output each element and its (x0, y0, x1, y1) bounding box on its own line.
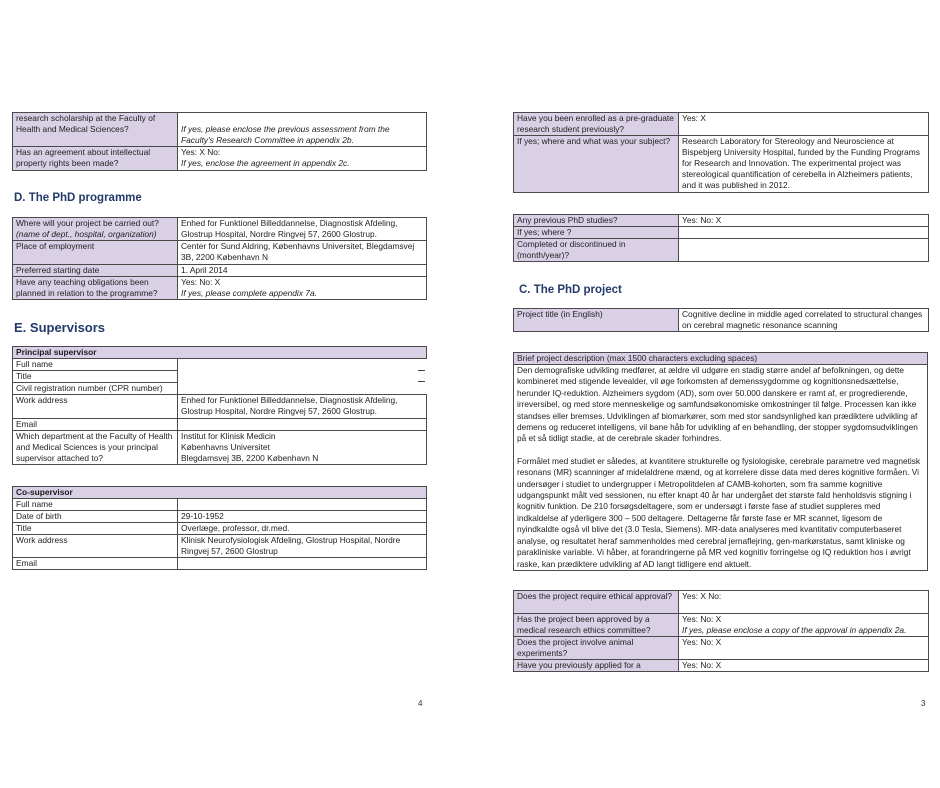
answer-cell (178, 419, 427, 431)
table-row (13, 277, 427, 300)
answer-cell: Yes: X No: (679, 591, 929, 614)
table-heading: Principal supervisor (13, 347, 427, 359)
answer-cell: Yes: No: X (679, 660, 929, 672)
answer-cell: Yes: No: X (679, 637, 929, 660)
question-cell: Completed or discontinued in (month/year)? (514, 239, 679, 262)
answer-cell: 29-10-1952 (178, 511, 427, 523)
question-cell: Have you previously applied for a (514, 660, 679, 672)
table-row (13, 499, 427, 511)
instruction-note: If yes, enclose the agreement in appendix 2c. (181, 158, 350, 168)
table-row (13, 359, 427, 371)
answer-line: Institut for Klinisk Medicin (181, 431, 276, 441)
answer-cell (178, 147, 427, 171)
question-note: (name of dept., hospital, organization) (16, 229, 157, 239)
question-cell: Full name (13, 359, 178, 371)
answer-cell (178, 113, 427, 147)
question-cell: Date of birth (13, 511, 178, 523)
question-cell: Work address (13, 395, 178, 419)
question-cell (13, 218, 178, 241)
question-cell: Has the project been approved by a medical research ethics committee? (514, 614, 679, 637)
answer-cell: Research Laboratory for Stereology and Neuroscience at Bispebjerg University Hospital, funded by the Funding Programs for Research and Innovation. The experimental project was stereological quantification of cerebella in Alzheimers patients, and it was published in 2012. (679, 136, 929, 193)
answer-cell: Enhed for Funktionel Billeddannelse, Diagnostisk Afdeling, Glostrup Hospital, Nordre Ringvej 57, 2600 Glostrup. (178, 218, 427, 241)
answer-cell (178, 277, 427, 300)
question-cell: Full name (13, 499, 178, 511)
question-cell: Work address (13, 535, 178, 558)
table-row (13, 431, 427, 465)
answer-cell: Enhed for Funktionel Billeddannelse, Diagnostisk Afdeling, Glostrup Hospital, Nordre Ringvej 57, 2600 Glostrup. (178, 395, 427, 419)
table-row (514, 136, 929, 193)
question-cell: Place of employment (13, 241, 178, 265)
answer-cell (178, 431, 427, 465)
section-e-title: E. Supervisors (14, 320, 106, 335)
table-row (514, 353, 928, 365)
question-cell: Any previous PhD studies? (514, 215, 679, 227)
table-row (514, 113, 929, 136)
table-heading: Brief project description (max 1500 characters excluding spaces) (514, 353, 928, 365)
table-row (13, 347, 427, 359)
question-cell: Has an agreement about intellectual property rights been made? (13, 147, 178, 171)
table-row (13, 535, 427, 558)
section-d-title: D. The PhD programme (14, 192, 142, 204)
question-cell: If yes; where ? (514, 227, 679, 239)
answer-line: Blegdamsvej 3B, 2200 København N (181, 453, 319, 463)
table-row (13, 487, 427, 499)
answer-cell (178, 359, 427, 395)
table-row (514, 591, 929, 614)
answer-text: Yes: No: X (682, 614, 722, 624)
table-row (13, 395, 427, 419)
right-page (470, 0, 940, 788)
answer-cell: Yes: No: X (679, 215, 929, 227)
table-row (13, 147, 427, 171)
table-row (13, 419, 427, 431)
table-row (13, 218, 427, 241)
project-title-table (513, 308, 929, 332)
answer-cell: Center for Sund Aldring, Københavns Universitet, Blegdamsvej 3B, 2200 København N (178, 241, 427, 265)
answer-cell (679, 614, 929, 637)
answer-cell: Yes: X (679, 113, 929, 136)
table-row (514, 660, 929, 672)
question-cell: Which department at the Faculty of Health and Medical Sciences is your principal supervisor attached to? (13, 431, 178, 465)
table-row (13, 265, 427, 277)
section-c-title: C. The PhD project (519, 284, 622, 296)
question-cell: Have any teaching obligations been planned in relation to the programme? (13, 277, 178, 300)
description-cell (514, 365, 928, 571)
table-row (13, 558, 427, 570)
previous-phd-table (513, 214, 929, 262)
table-row (13, 523, 427, 535)
answer-text: Yes: No: X (181, 277, 221, 287)
co-supervisor-table (12, 486, 427, 570)
table-row (13, 241, 427, 265)
table-row (514, 365, 928, 571)
description-paragraph: Den demografiske udvikling medfører, at ældre vil udgøre en stadig større andel af befolkningen, og dette kombineret med stigende levealder, vil øge forkomsten af demenssygdomme og kognitionsnedsættelse, herunder IQ-reduktion. Alzheimers sygdom (AD), som over 50.000 danskere er ramt af, er progredierende, irreversibel, og med store menneskelige og samfundsøkonomiske omkostninger til følge. Processen kan ikke standses eller bremses. Udviklingen af biomarkører, som med stor sandsynlighed kan prædiktere udvikling af demens og reduceret intelligens, vil bane håb for udvikling af en behandling, der stopper sygdomsudviklingen på et så tidligt stadie, at de cerebrale skader forhindres. (517, 365, 918, 444)
instruction-note: If yes, please enclose a copy of the approval in appendix 2a. (682, 625, 907, 635)
question-cell: Title (13, 371, 178, 383)
instruction-note: If yes, please complete appendix 7a. (181, 288, 317, 298)
page-number: 4 (418, 699, 423, 708)
table-row (514, 309, 929, 332)
cell-divider-mark (418, 370, 425, 371)
instruction-note: If yes, please enclose the previous assessment from the Faculty's Research Committee in appendix 2b. (181, 124, 390, 145)
project-description-table (513, 352, 928, 571)
table-row (514, 614, 929, 637)
question-cell: If yes; where and what was your subject? (514, 136, 679, 193)
ethics-table (513, 590, 929, 672)
answer-cell (178, 499, 427, 511)
answer-cell (679, 239, 929, 262)
description-paragraph: Formålet med studiet er således, at kvantitere strukturelle og fysiologiske, cerebrale parametre ved magnetisk resonans (MR) scanninger af midelaldrene mænd, og at korrelere disse data med deres kognitive formåen. Vi undersøger i studiet to undergrupper i Metropolitdelen af CAMB-kohorten, som fra samme kognitive udgangspunkt målt ved sessionen, nu efter knapt 40 år har undergået det største fald henholdsvis stigning i kognitiv funktion. De 210 forsøgsdeltagere, som er undersøgt i første fase af studiet suppleres med indkaldelse af yderligere 300 – 500 deltagere. Deltagerne får første fase er MR scannet, ligesom de nyindkaldte også vil blive det (3.0 Tesla, Siemens). MR-data analyseres med kvantitativ computerbaseret analyse, og resultatet heraf sammenholdes med cerebral jernaflejring, gen-markørstatus, samt kliniske og parakliniske variable. Vi håber, at forandringerne på MR ved kognitiv forringelse og IQ reduktion hos i øvrigt raske, kan prædiktere udvikling af AD langt tidligere end aktuelt. (517, 455, 921, 569)
table-row (514, 637, 929, 660)
question-cell: Civil registration number (CPR number) (13, 383, 178, 395)
scholarship-table (12, 112, 427, 171)
table-row (514, 215, 929, 227)
question-cell: Project title (in English) (514, 309, 679, 332)
question-cell: Does the project require ethical approval? (514, 591, 679, 614)
answer-cell (178, 558, 427, 570)
answer-cell: 1. April 2014 (178, 265, 427, 277)
table-row (13, 511, 427, 523)
enrolment-table (513, 112, 929, 193)
table-row (514, 239, 929, 262)
principal-supervisor-table (12, 346, 427, 465)
question-cell: research scholarship at the Faculty of Health and Medical Sciences? (13, 113, 178, 147)
answer-line: Københavns Universitet (181, 442, 270, 452)
answer-cell: Cognitive decline in middle aged correlated to structural changes on cerebral magnetic resonance scanning (679, 309, 929, 332)
question-cell: Email (13, 558, 178, 570)
question-cell: Have you been enrolled as a pre-graduate research student previously? (514, 113, 679, 136)
answer-cell (679, 227, 929, 239)
table-row (13, 113, 427, 147)
table-row (514, 227, 929, 239)
table-heading: Co-supervisor (13, 487, 427, 499)
question-text: Where will your project be carried out? (16, 218, 159, 228)
phd-programme-table (12, 217, 427, 300)
cell-divider-mark (418, 381, 425, 382)
answer-text: Yes: X No: (181, 147, 221, 157)
question-cell: Preferred starting date (13, 265, 178, 277)
answer-cell: Klinisk Neurofysiologisk Afdeling, Glostrup Hospital, Nordre Ringvej 57, 2600 Glostrup (178, 535, 427, 558)
answer-cell: Overlæge, professor, dr.med. (178, 523, 427, 535)
question-cell: Email (13, 419, 178, 431)
question-cell: Does the project involve animal experiments? (514, 637, 679, 660)
question-cell: Title (13, 523, 178, 535)
page-number: 3 (921, 699, 926, 708)
